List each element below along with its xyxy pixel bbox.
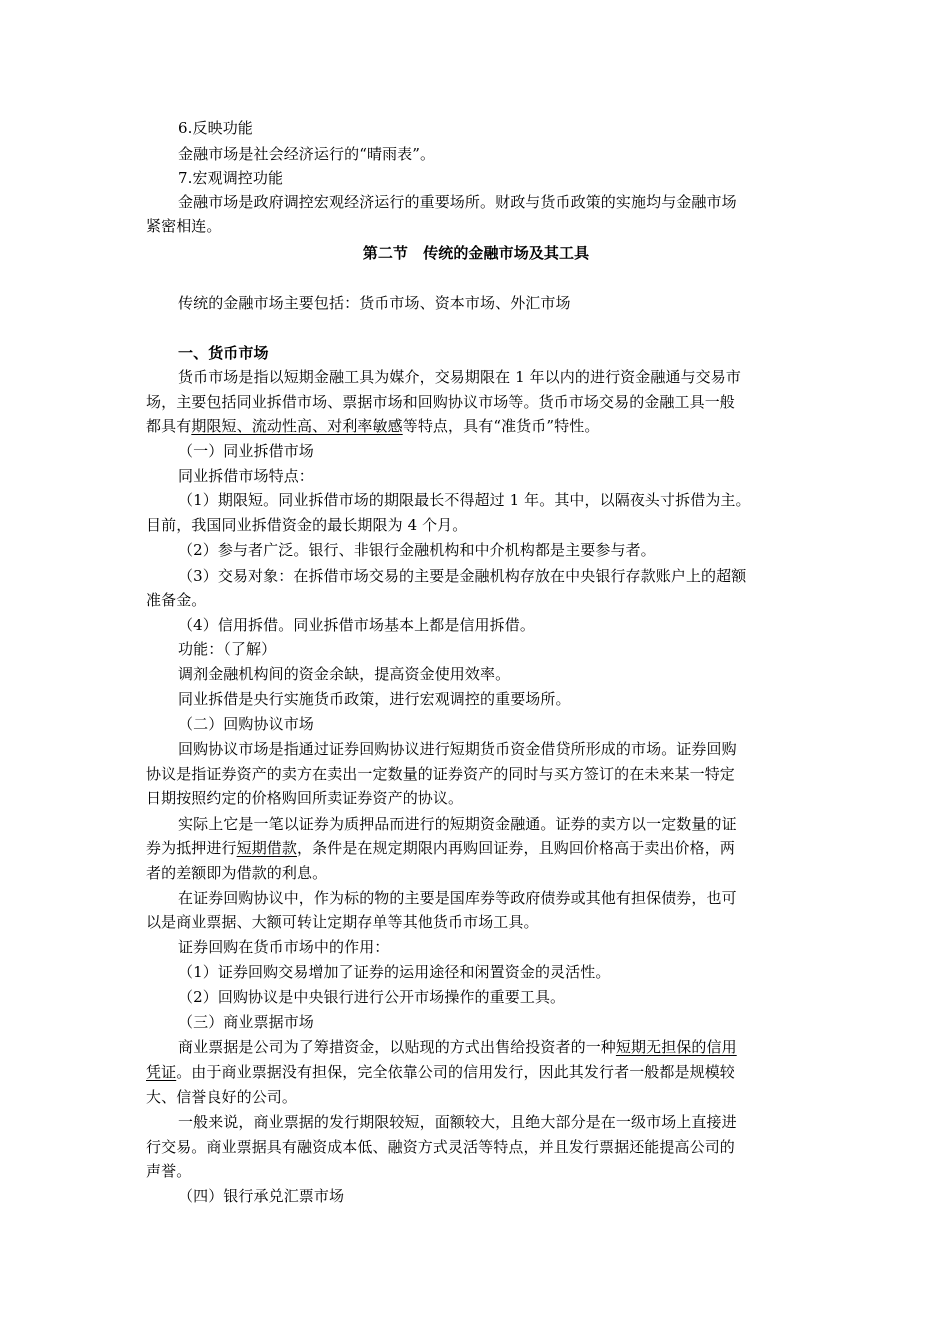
text-run: 券为抵押进行 <box>146 839 237 857</box>
text-line: 同业拆借是央行实施货币政策，进行宏观调控的重要场所。 <box>178 690 571 708</box>
text-line: 在证券回购协议中，作为标的物的主要是国库券等政府债券或其他有担保债券，也可 <box>178 889 737 907</box>
text-line: （1）证券回购交易增加了证券的运用途径和闲置资金的灵活性。 <box>178 963 611 981</box>
text-line: （三）商业票据市场 <box>178 1013 314 1031</box>
text-run: 。由于商业票据没有担保，完全依靠公司的信用发行，因此其发行者一般都是规模较 <box>176 1063 735 1081</box>
text-line: （4）信用拆借。同业拆借市场基本上都是信用拆借。 <box>178 616 535 634</box>
text-line: （一）同业拆借市场 <box>178 442 314 460</box>
text-line: 证券回购在货币市场中的作用： <box>178 938 390 956</box>
text-line: 金融市场是社会经济运行的“晴雨表”。 <box>178 145 436 163</box>
text-line <box>146 838 806 858</box>
subsection-heading: 一、货币市场 <box>178 344 269 362</box>
text-line: （1）期限短。同业拆借市场的期限最长不得超过 1 年。其中，以隔夜头寸拆借为主。 <box>178 491 751 509</box>
text-line: （2）参与者广泛。银行、非银行金融机构和中介机构都是主要参与者。 <box>178 541 656 559</box>
text-line: 协议是指证券资产的卖方在卖出一定数量的证券资产的同时与买方签订的在未来某一特定 <box>146 765 735 783</box>
text-line: 大、信誉良好的公司。 <box>146 1088 298 1106</box>
text-line: 传统的金融市场主要包括：货币市场、资本市场、外汇市场 <box>178 294 571 312</box>
text-line: （二）回购协议市场 <box>178 715 314 733</box>
text-run: ，条件是在规定期限内再购回证券，且购回价格高于卖出价格，两 <box>297 839 735 857</box>
text-line: 回购协议市场是指通过证券回购协议进行短期货币资金借贷所形成的市场。证券回购 <box>178 740 737 758</box>
text-run: 等特点，具有“准货币”特性。 <box>402 417 600 435</box>
text-line: 者的差额即为借款的利息。 <box>146 864 328 882</box>
text-line: （2）回购协议是中央银行进行公开市场操作的重要工具。 <box>178 988 566 1006</box>
text-line: 调剂金融机构间的资金余缺，提高资金使用效率。 <box>178 665 511 683</box>
text-line: 行交易。商业票据具有融资成本低、融资方式灵活等特点，并且发行票据还能提高公司的 <box>146 1138 735 1156</box>
text-line: 实际上它是一笔以证券为质押品而进行的短期资金融通。证券的卖方以一定数量的证 <box>178 815 737 833</box>
text-line: 日期按照约定的价格购回所卖证券资产的协议。 <box>146 789 464 807</box>
text-line: 声誉。 <box>146 1162 192 1180</box>
text-line <box>178 1037 806 1057</box>
text-line: 金融市场是政府调控宏观经济运行的重要场所。财政与货币政策的实施均与金融市场 <box>178 193 737 211</box>
text-line: （四）银行承兑汇票市场 <box>178 1187 345 1205</box>
text-line: 场，主要包括同业拆借市场、票据市场和回购协议市场等。货币市场交易的金融工具一般 <box>146 393 735 411</box>
text-line: 一般来说，商业票据的发行期限较短，面额较大，且绝大部分是在一级市场上直接进 <box>178 1113 737 1131</box>
underlined-text: 凭证 <box>146 1063 177 1081</box>
text-run: 都具有 <box>146 417 192 435</box>
text-line: 7.宏观调控功能 <box>178 169 284 187</box>
text-run: 商业票据是公司为了筹措资金，以贴现的方式出售给投资者的一种 <box>178 1038 616 1056</box>
text-line: 目前，我国同业拆借资金的最长期限为 4 个月。 <box>146 516 468 534</box>
underlined-text: 短期借款 <box>236 839 298 857</box>
text-line: 以是商业票据、大额可转让定期存单等其他货币市场工具。 <box>146 913 539 931</box>
section-heading: 第二节 传统的金融市场及其工具 <box>362 244 590 262</box>
text-line <box>146 416 806 436</box>
text-line <box>146 1062 806 1082</box>
underlined-text: 期限短、流动性高、对利率敏感 <box>191 417 403 435</box>
text-line: （3）交易对象：在拆借市场交易的主要是金融机构存放在中央银行存款账户上的超额 <box>178 567 747 585</box>
underlined-text: 短期无担保的信用 <box>615 1038 737 1056</box>
text-line: 货币市场是指以短期金融工具为媒介，交易期限在 1 年以内的进行资金融通与交易市 <box>178 368 741 386</box>
text-line: 准备金。 <box>146 591 207 609</box>
text-line: 功能：（了解） <box>178 640 277 658</box>
text-line: 6.反映功能 <box>178 119 253 137</box>
text-line: 紧密相连。 <box>146 217 222 235</box>
text-line: 同业拆借市场特点： <box>178 467 314 485</box>
